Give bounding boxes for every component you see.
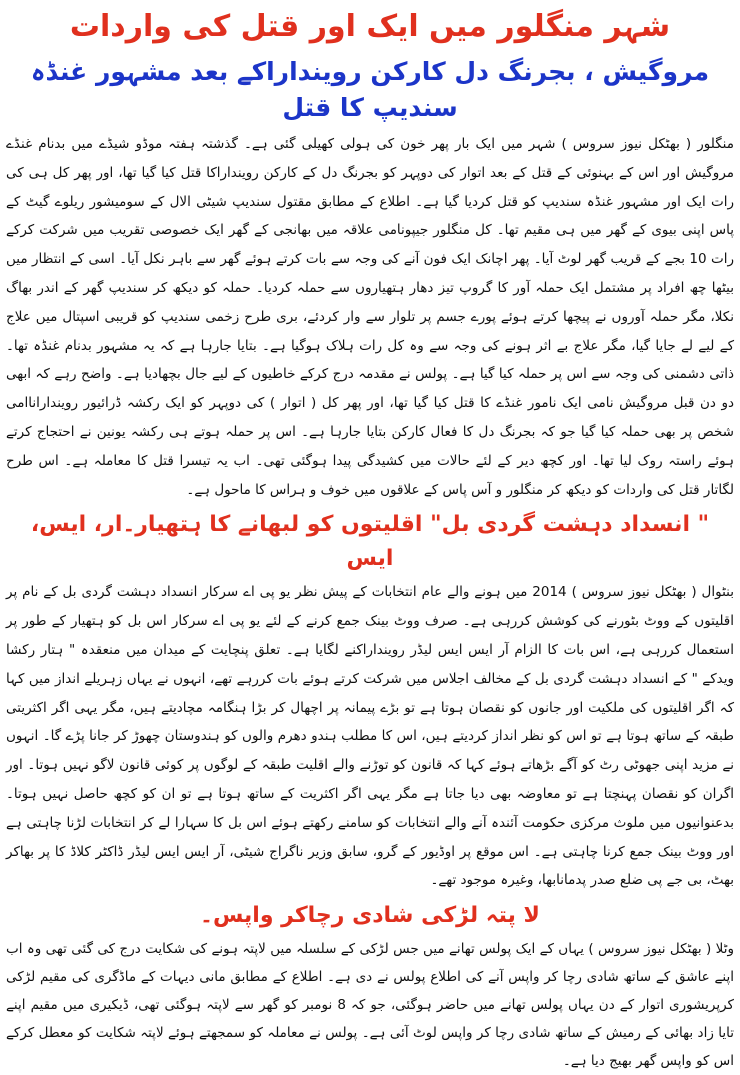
article-headline: مروگیش ، بجرنگ دل کارکن روینداراکے بعد مشہور غنڈہ سندیپ کا قتل	[30, 57, 710, 122]
article-body: منگلور ( بھٹکل نیوز سروس ) شہر میں ایک بار پھر خون کی ہولی کھیلی گئی ہے۔ گذشتہ ہفتہ موڈو شیڈے میں بدنام غنڈے مروگیش اور اس کے بہنوئی کے قتل کے بعد اتوار کی دوپہر کو بجرنگ دل کے کارکن روینداراکا قتل کیا گیا تھا، اور پھر کل ہی کی رات ایک اور مشہور غنڈہ سندیپ کو قتل کردیا گیا ہے۔ اطلاع کے مطابق مقتول سندیپ شیٹی الال کے سومیشور ریلوے گیٹ کے پاس اپنی بیوی کے گھر میں ہی مقیم تھا۔ کل منگلور جیپونامی علاقہ میں بھانجی کے گھر ایک خصوصی تقریب میں شرکت کرکے رات 10 بجے کے قریب گھر لوٹ آیا۔ پھر اچانک ایک فون آنے کی وجہ سے بات کرتے ہوئے گھر سے باہر نکل آیا۔ اسی کے انتظار میں بیٹھا چھ افراد پر مشتمل ایک حملہ آور کا گروپ تیز دھار ہتھیاروں سے حملہ کردیا۔ حملہ کو دیکھ کر سندیپ گھر کے اندر بھاگ نکلا، مگر حملہ آوروں نے پیچھا کرتے ہوئے پورے جسم پر تلوار سے وار کردئے، بری طرح زخمی سندیپ کو قریبی اسپتال میں علاج کے لیے لے جایا گیا، مگر علاج بے اثر ہونے کی وجہ سے وہ کل رات ہلاک ہوگیا ہے۔ بتایا جارہا ہے کہ یہ مشہور بدنام غنڈہ تھا۔ ذاتی دشمنی کی وجہ سے اس پر حملہ کیا گیا ہے۔ پولس نے مقدمہ درج کرکے خاطیوں کے لیے جال بچھادیا ہے۔ واضح رہے کہ ابھی دو دن قبل مروگیش نامی ایک نامور غنڈے کا قتل کیا گیا تھا، اور پھر کل ( اتوار ) کی دوپہر کو ایک رکشہ ڈرائیور روینداراناامی شخص پر بھی حملہ کیا گیا جو کہ بجرنگ دل کا فعال کارکن بتایا جارہا ہے۔ اس پر حملہ ہوتے ہی رکشہ یونین نے احتجاج کرتے ہوئے راستہ روک لیا تھا۔ اور کچھ دیر کے لئے حالات میں کشیدگی پیدا ہوگئی تھی۔ اب یہ تیسرا قتل کا معاملہ ہے۔ اس طرح لگاتار قتل کی واردات کو دیکھ کر منگلور و آس پاس کے علاقوں میں خوف و ہراس کا ماحول ہے۔	[6, 136, 734, 498]
page-title: شہر منگلور میں ایک اور قتل کی واردات	[69, 9, 671, 44]
article-anti-terror-bill	[6, 508, 734, 895]
article-body: وٹلا ( بھٹکل نیوز سروس ) یہاں کے ایک پولس تھانے میں جس لڑکی کے سلسلہ میں لاپتہ ہونے کی شکایت درج کی گئی تھی وہ اب اپنے عاشق کے ساتھ شادی رچا کر واپس آنے کی اطلاع پولس نے دی ہے۔ اطلاع کے مطابق مانی دیہات کے ماڈگری کی مقیم لڑکی کرپریشوری اتوار کے دن یہاں پولس تھانے میں حاضر ہوگئی، جو کہ 8 نومبر کو گھر سے لاپتہ ہوگئی تھی، ڈیکیری میں مقیم اپنے تایا زاد بھائی کے رمیش کے ساتھ شادی رچا کر واپس لوٹ آئی ہے۔ پولس نے معاملہ کو سمجھتے ہوئے لاپتہ شکایت کو معطل کرکے اس کو واپس گھر بھیج دیا ہے۔	[6, 941, 734, 1070]
article-missing-girl	[6, 899, 734, 1075]
article-headline: لا پتہ لڑکی شادی رچاکر واپس۔	[200, 903, 540, 929]
article-mangalore-murder	[6, 54, 734, 504]
article-headline: " انسداد دہشت گردی بل" اقلیتوں کو لبھانے کا ہتھیار۔ار، ایس، ایس	[30, 512, 710, 572]
article-body: بنٹوال ( بھٹکل نیوز سروس ) 2014 میں ہونے والے عام انتخابات کے پیش نظر یو پی اے سرکار انسداد دہشت گردی بل کے نام پر اقلیتوں کے ووٹ بٹورنے کی کوشش کررہی ہے۔ صرف ووٹ بینک جمع کرنے کے لئے یو پی اے سرکار اس بل کو ہتھیار کے طور پر استعمال کررہی ہے، اس بات کا الزام آر ایس ایس لیڈر روینداراکنے لگایا ہے۔ تعلق پنچایت کے میدان میں منعقدہ " ہتار رکشا ویدکے " کے انسداد دہشت گردی بل کے مخالف اجلاس میں شرکت کرتے ہوئے بات کررہے تھے، انہوں نے یہاں زہریلے انداز میں کہا کہ اگر اقلیتوں کی ملکیت اور جانوں کو نقصان ہوتا ہے تو بڑے پیمانہ پر اچھال کر بڑا ہنگامہ مچادیتے ہیں، مگر یہی اگر اکثریتی طبقہ کے ساتھ ہوتا ہے تو اس کو نظر انداز کردیتے ہیں، اس کا مطلب ہندو دھرم والوں کو ہندوستان چھوڑ کر جانا پڑے گا۔ انہوں نے مزید اپنی جھوٹی رٹ کو آگے بڑھاتے ہوئے کہا کہ قانون کو توڑنے والے اقلیت طبقہ کے لوگوں پر کوئی قانون لاگو نہیں ہوتا۔ اور اگران کو نقصان پہنچتا ہے تو معاوضہ بھی دیا جاتا ہے مگر یہی اگر اکثریت کے ساتھ ہوتا ہے تو ان کو کچھ حاصل نہیں ہوتا۔ بدعنوانیوں میں ملوث مرکزی حکومت آئندہ آنے والے انتخابات کو سامنے رکھتے ہوئے اس بل کا سہارا لے کر انتخابات لڑنا چاہتی ہے اور ووٹ بینک جمع کرنا چاہتی ہے۔ اس موقع پر اوڈیور کے گرو، سابق وزیر ناگراج شیٹی، آر ایس ایس لیڈر ڈاکٹر کلاڈ کا پر بھاکر بھٹ، بی جے پی ضلع صدر پدمانابھا، وغیرہ موجود تھے۔	[6, 584, 734, 889]
